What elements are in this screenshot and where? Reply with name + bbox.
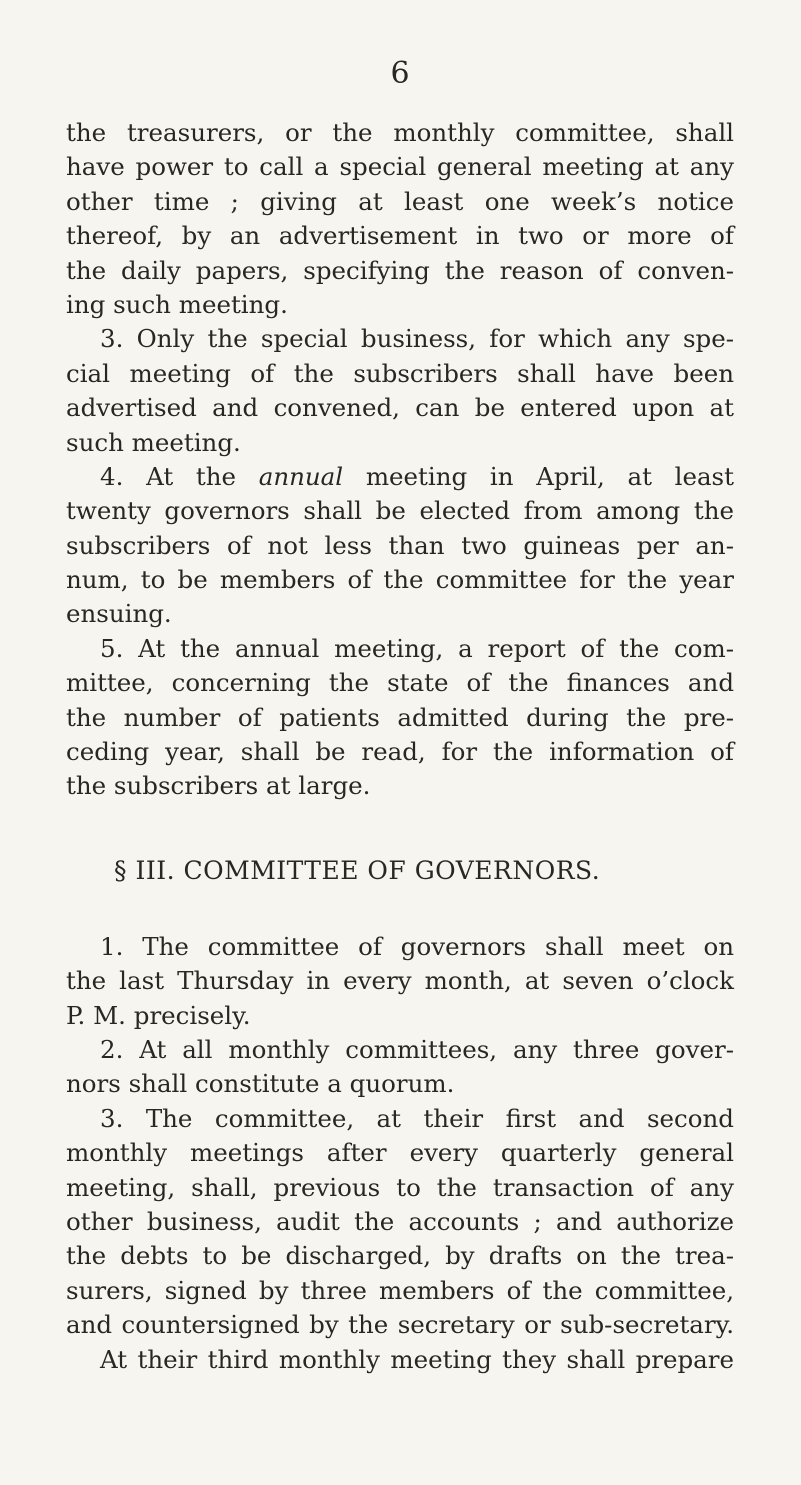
text-line: monthly meetings after every quarterly general xyxy=(66,1138,734,1168)
text-line: have power to call a special general meeting at any xyxy=(66,152,734,182)
text-line: ing such meeting. xyxy=(66,289,288,319)
text-line: thereof, by an advertisement in two or more of xyxy=(66,221,734,251)
text-line: the daily papers, specifying the reason of conven- xyxy=(66,255,734,285)
paragraph-continuation xyxy=(66,116,734,322)
paragraph-rule-5 xyxy=(66,632,734,804)
text-line: 1. The committee of governors shall meet on xyxy=(100,931,734,961)
text-line: ensuing. xyxy=(66,599,172,629)
text-line: 2. At all monthly committees, any three gover- xyxy=(100,1034,734,1064)
text-line: the debts to be discharged, by drafts on the trea- xyxy=(66,1241,734,1271)
spacer xyxy=(66,890,734,930)
text-line: 3. Only the special business, for which any spe- xyxy=(100,324,734,354)
text-line: other time ; giving at least one week’s notice xyxy=(66,186,734,216)
spacer xyxy=(66,804,734,854)
text-line: and countersigned by the secretary or sub-secretary. xyxy=(66,1310,734,1340)
text-line: num, to be members of the committee for the year xyxy=(66,565,734,595)
italic-word: annual xyxy=(258,461,344,491)
text-line: 3. The committee, at their first and second xyxy=(100,1103,734,1133)
text-line: meeting, shall, previous to the transaction of any xyxy=(66,1172,734,1202)
text-line: mittee, concerning the state of the finances and xyxy=(66,668,734,698)
text-line: the treasurers, or the monthly committee, shall xyxy=(66,118,734,147)
section-heading: § III. COMMITTEE OF GOVERNORS. xyxy=(114,855,601,885)
text-line: the subscribers at large. xyxy=(66,771,371,801)
text-line: ceding year, shall be read, for the information of xyxy=(66,737,734,767)
text-line: 5. At the annual meeting, a report of the com- xyxy=(100,633,734,663)
paragraph-rule-4 xyxy=(66,460,734,632)
text-line xyxy=(66,460,734,494)
text-line: other business, audit the accounts ; and authorize xyxy=(66,1206,734,1236)
body-text xyxy=(66,116,734,1377)
text-line: nors shall constitute a quorum. xyxy=(66,1069,455,1099)
paragraph-rule-3 xyxy=(66,322,734,460)
text-line: At their third monthly meeting they shall prepare xyxy=(100,1344,734,1374)
text-line: subscribers of not less than two guineas per an- xyxy=(66,530,734,560)
paragraph-committee-rule-2 xyxy=(66,1033,734,1102)
text-line: twenty governors shall be elected from among the xyxy=(66,496,734,526)
text-line: advertised and convened, can be entered upon at xyxy=(66,393,734,423)
text-segment: 4. At the xyxy=(100,461,259,491)
text-line: the number of patients admitted during the pre- xyxy=(66,702,734,732)
paragraph-committee-rule-3 xyxy=(66,1102,734,1377)
page-number: 6 xyxy=(390,56,411,91)
text-line: surers, signed by three members of the committee, xyxy=(66,1275,734,1305)
text-line: cial meeting of the subscribers shall have been xyxy=(66,358,734,388)
text-line: such meeting. xyxy=(66,427,241,457)
text-segment: meeting in April, at least xyxy=(343,461,734,491)
paragraph-committee-rule-1 xyxy=(66,930,734,1033)
text-line: the last Thursday in every month, at seven o’clock xyxy=(66,966,734,996)
text-line: P. M. precisely. xyxy=(66,1000,251,1030)
